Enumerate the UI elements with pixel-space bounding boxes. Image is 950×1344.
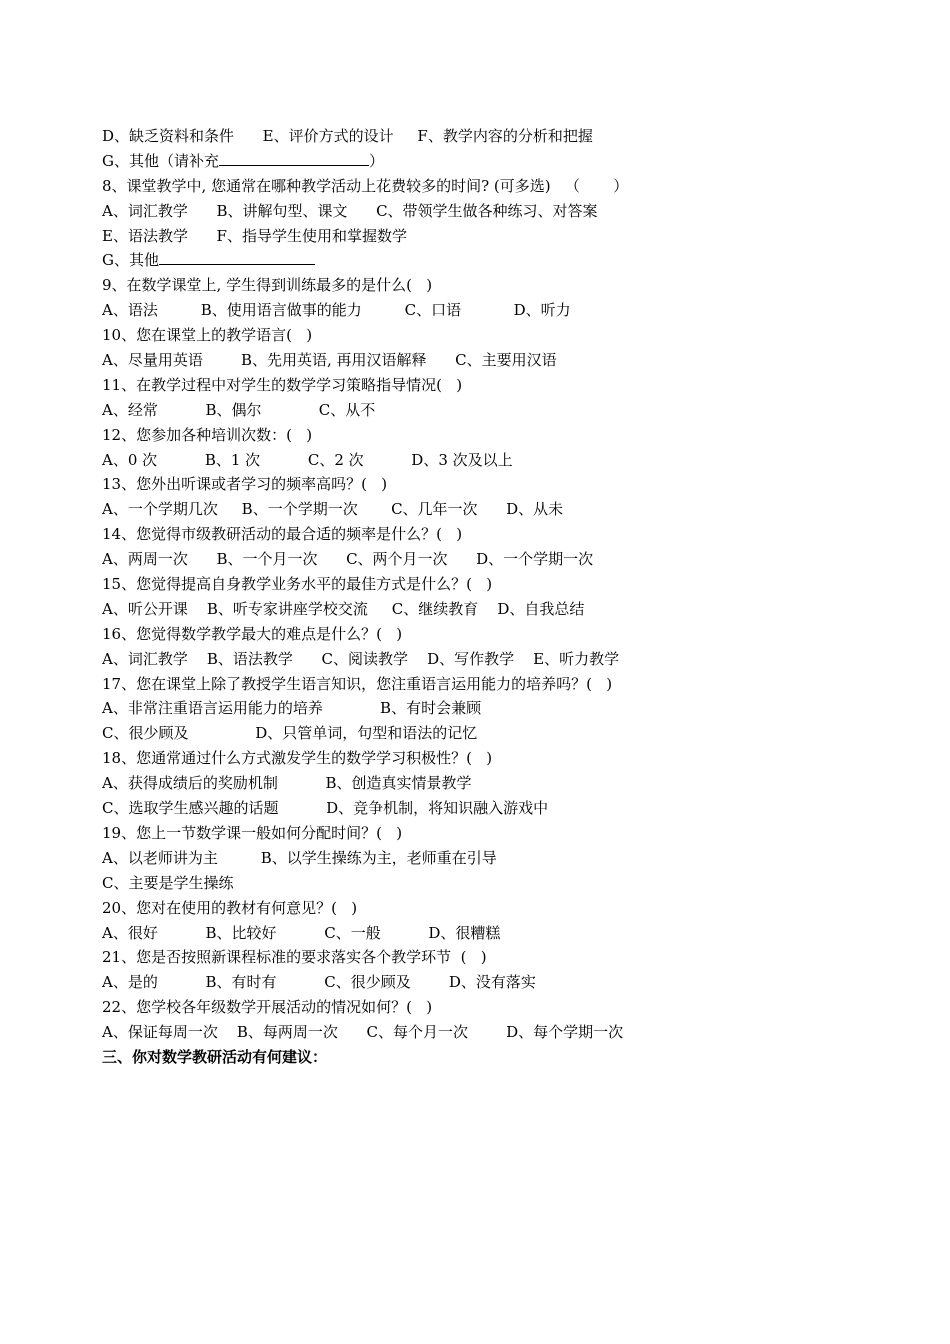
- options-q22: A、保证每周一次 B、每两周一次 C、每个月一次 D、每个学期一次: [102, 1023, 624, 1042]
- option-q7-g-close: ）: [368, 151, 384, 170]
- options-q19-a-b: A、以老师讲为主 B、以学生操练为主，老师重在引导: [102, 848, 497, 867]
- options-q19-c: C、主要是学生操练: [102, 873, 234, 892]
- fill-in-blank: [219, 150, 369, 166]
- options-q15: A、听公开课 B、听专家讲座学校交流 C、继续教育 D、自我总结: [102, 599, 585, 618]
- options-q9: A、语法 B、使用语言做事的能力 C、口语 D、听力: [102, 301, 571, 320]
- options-q16: A、词汇教学 B、语法教学 C、阅读教学 D、写作教学 E、听力教学: [102, 649, 620, 668]
- options-q17-a-b: A、非常注重语言运用能力的培养 B、有时会兼顾: [102, 699, 482, 718]
- question-12: 12、您参加各种培训次数：( ): [102, 425, 313, 444]
- options-q12: A、0 次 B、1 次 C、2 次 D、3 次及以上: [102, 450, 513, 469]
- question-18: 18、您通常通过什么方式激发学生的数学学习积极性？( ): [102, 749, 493, 768]
- option-q7-g: [102, 149, 902, 174]
- options-q18-c-d: C、选取学生感兴趣的话题 D、竞争机制，将知识融入游戏中: [102, 799, 549, 818]
- question-19: 19、您上一节数学课一般如何分配时间？( ): [102, 823, 403, 842]
- options-q8-a-c: A、词汇教学 B、讲解句型、课文 C、带领学生做各种练习、对答案: [102, 201, 598, 220]
- options-q17-c-d: C、很少顾及 D、只管单词，句型和语法的记忆: [102, 724, 478, 743]
- question-13: 13、您外出听课或者学习的频率高吗？( ): [102, 475, 388, 494]
- question-10: 10、您在课堂上的教学语言( ): [102, 326, 313, 345]
- options-q18-a-b: A、获得成绩后的奖励机制 B、创造真实情景教学: [102, 774, 472, 793]
- option-q8-g-label: G、其他: [102, 251, 159, 270]
- options-q7-d-f: D、缺乏资料和条件 E、评价方式的设计 F、教学内容的分析和把握: [102, 127, 593, 145]
- question-9: 9、在数学课堂上, 学生得到训练最多的是什么( ): [102, 276, 433, 295]
- question-16: 16、您觉得数学教学最大的难点是什么？( ): [102, 624, 403, 643]
- question-8: 8、课堂教学中, 您通常在哪种教学活动上花费较多的时间? (可多选) （ ）: [102, 176, 629, 195]
- question-22: 22、您学校各年级数学开展活动的情况如何？( ): [102, 998, 433, 1017]
- question-20: 20、您对在使用的教材有何意见？( ): [102, 898, 358, 917]
- question-17: 17、您在课堂上除了教授学生语言知识，您注重语言运用能力的培养吗？( ): [102, 674, 613, 693]
- options-q20: A、很好 B、比较好 C、一般 D、很糟糕: [102, 923, 501, 942]
- options-q8-e-f: E、语法教学 F、指导学生使用和掌握数学: [102, 226, 407, 245]
- option-q7-g-label: G、其他（请补充: [102, 151, 219, 170]
- question-15: 15、您觉得提高自身教学业务水平的最佳方式是什么？( ): [102, 575, 493, 594]
- question-14: 14、您觉得市级教研活动的最合适的频率是什么？( ): [102, 525, 463, 544]
- questionnaire-body: [102, 124, 902, 1070]
- fill-in-blank: [159, 249, 315, 265]
- options-q13: A、一个学期几次 B、一个学期一次 C、几年一次 D、从未: [102, 500, 564, 519]
- question-11: 11、在教学过程中对学生的数学学习策略指导情况( ): [102, 375, 463, 394]
- section-three-heading: 三、你对数学教研活动有何建议：: [102, 1047, 328, 1066]
- options-q10: A、尽量用英语 B、先用英语, 再用汉语解释 C、主要用汉语: [102, 351, 557, 370]
- options-q21: A、是的 B、有时有 C、很少顾及 D、没有落实: [102, 973, 536, 992]
- option-q8-g: [102, 248, 902, 273]
- question-21: 21、您是否按照新课程标准的要求落实各个教学环节 ( ): [102, 948, 487, 967]
- options-q11: A、经常 B、偶尔 C、从不: [102, 400, 376, 419]
- options-q14: A、两周一次 B、一个月一次 C、两个月一次 D、一个学期一次: [102, 550, 594, 569]
